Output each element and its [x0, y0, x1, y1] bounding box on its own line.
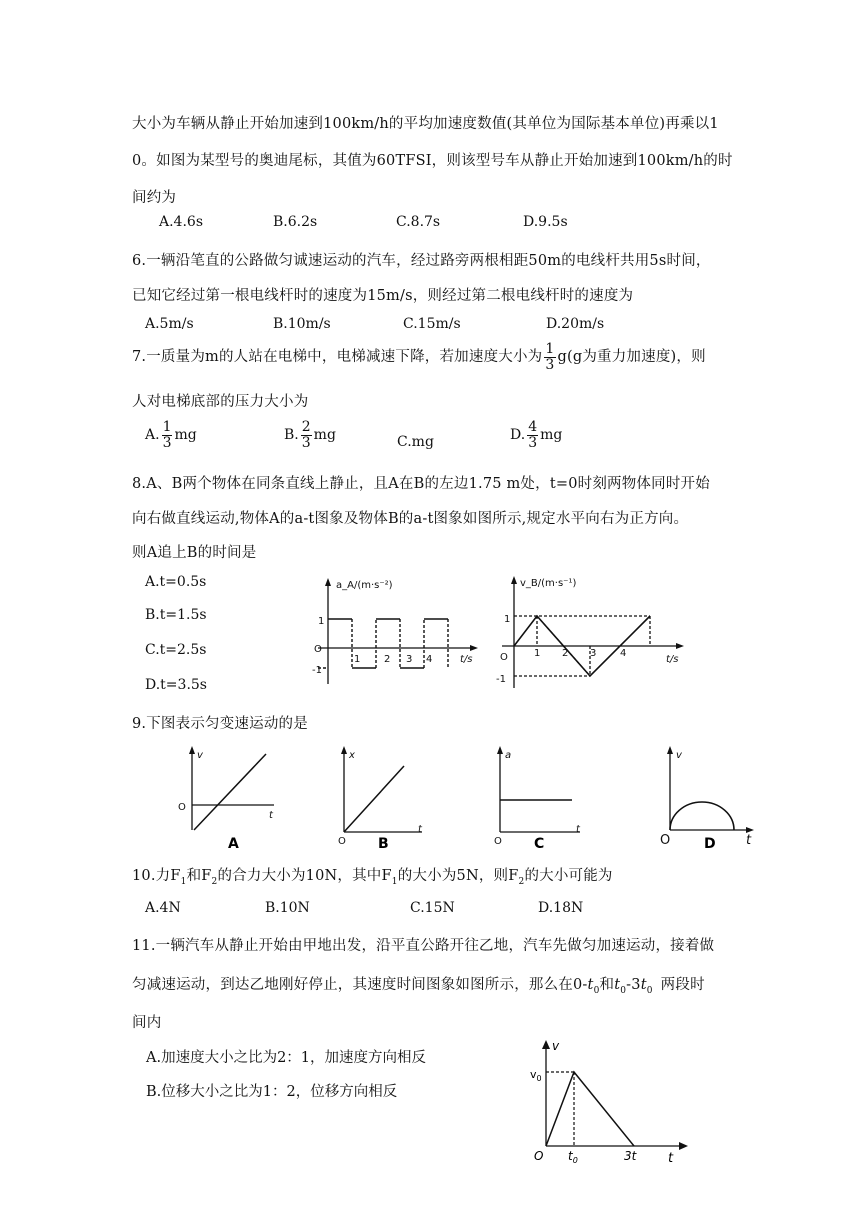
q7-option-a-unit: mg — [174, 427, 197, 444]
q6-option-c: C.15m/s — [403, 316, 461, 332]
q7-option-b-unit: mg — [313, 427, 336, 444]
q8-graph-a — [306, 572, 486, 692]
q11-graph-3t: 3t — [624, 1149, 637, 1163]
q11-text-line2 — [132, 973, 705, 996]
q7-fraction-numerator: 1 — [545, 341, 555, 357]
q7-option-d-numerator: 4 — [528, 419, 538, 435]
q7-option-d-denominator: 3 — [528, 434, 538, 451]
q11-graph-v0-sub: 0 — [536, 1074, 542, 1083]
q6-option-a: A.5m/s — [145, 316, 194, 332]
q7-text-line2: 人对电梯底部的压力大小为 — [132, 394, 309, 410]
q7-option-a-label: A. — [145, 427, 160, 444]
q8-graph-a-xtick-4: 4 — [426, 654, 433, 665]
q8-option-d: D.t=3.5s — [145, 677, 207, 693]
q11-graph-t0 — [568, 1149, 578, 1165]
q10-text-mid2: 的合力大小为10N，其中F — [217, 868, 392, 884]
q8-graph-b-xtick-2: 2 — [562, 648, 569, 659]
q11-text-line2-b: 和 — [599, 977, 615, 993]
q10-sub-3: 1 — [391, 876, 398, 887]
q11-t0-third: t — [640, 977, 647, 993]
q9-graph-c-label: C — [534, 836, 545, 852]
q11-t0-second: t — [614, 977, 621, 993]
q8-graph-a-xtick-1: 1 — [354, 654, 361, 665]
q8-text-line2: 向右做直线运动,物体A的a-t图象及物体B的a-t图象如图所示,规定水平向右为正方向。 — [132, 511, 689, 527]
q9-graph-b — [332, 740, 432, 852]
q11-graph-origin: O — [534, 1149, 544, 1163]
q6-option-d: D.20m/s — [546, 316, 605, 332]
q8-text-line1: 8.A、B两个物体在同条直线上静止，且A在B的左边1.75 m处，t=0时刻两物体同时开始 — [132, 476, 710, 492]
q7-fraction-denominator: 3 — [545, 356, 555, 373]
q9-graph-d-origin: O — [660, 833, 671, 848]
q5-option-b: B.6.2s — [273, 214, 318, 230]
q7-option-d-unit: mg — [540, 427, 563, 444]
q8-graph-a-xlabel: t/s — [460, 654, 473, 665]
q9-graph-d-curve — [670, 802, 734, 830]
q8-graph-b-xlabel: t/s — [666, 654, 679, 665]
q7-option-b-label: B. — [284, 427, 299, 444]
q11-graph-v0-base: v — [530, 1068, 537, 1081]
q9-graph-c-yaxis: a — [505, 750, 512, 761]
q8-option-b: B.t=1.5s — [145, 607, 207, 623]
q10-text-mid1: 和F — [186, 868, 212, 884]
q8-graph-b — [494, 570, 694, 692]
q6-option-b: B.10m/s — [273, 316, 331, 332]
q11-option-b: B.位移大小之比为1：2，位移方向相反 — [146, 1084, 398, 1100]
q11-option-a: A.加速度大小之比为2：1，加速度方向相反 — [146, 1050, 427, 1066]
q9-graph-a-label: A — [228, 836, 239, 852]
q10-text-pre: 10.力F — [132, 868, 181, 884]
q5-text-line1: 大小为车辆从静止开始加速到100km/h的平均加速度数值(其单位为国际基本单位)再乘以1 — [132, 116, 719, 132]
q5-text-line3: 间约为 — [132, 190, 177, 206]
q10-option-b: B.10N — [265, 900, 310, 916]
q7-fraction — [544, 342, 555, 372]
q8-graph-a-ytick-neg1: -1 — [312, 665, 322, 676]
q9-graph-d-yaxis: v — [676, 750, 682, 761]
q11-text-line2-a: 匀减速运动，到达乙地刚好停止，其速度时间图象如图所示，那么在0- — [132, 977, 588, 993]
q11-graph-t0-sub: 0 — [572, 1156, 578, 1165]
q11-graph-v0 — [530, 1068, 542, 1083]
q6-text-line2: 已知它经过第一根电线杆时的速度为15m/s，则经过第二根电线杆时的速度为 — [132, 288, 634, 304]
q9-graph-c-origin: O — [494, 836, 502, 847]
q11-t0-second-sub: 0 — [620, 985, 627, 996]
q9-graph-a-origin: O — [178, 802, 186, 813]
q9-graph-b-origin: O — [338, 836, 346, 847]
q9-graph-b-label: B — [378, 836, 389, 852]
q11-graph-xlabel: t — [668, 1151, 674, 1166]
q9-graph-b-yaxis: x — [349, 750, 355, 761]
q9-graph-d-xaxis: t — [746, 833, 752, 848]
q11-text-line2-d: 两段时 — [660, 977, 705, 993]
q9-graph-b-xaxis: t — [418, 824, 422, 835]
q10-text — [132, 864, 613, 887]
q8-graph-b-origin: O — [500, 652, 508, 663]
q7-option-b — [284, 420, 336, 450]
q10-sub-4: 2 — [518, 876, 525, 887]
q11-text-line3: 间内 — [132, 1015, 162, 1031]
q7-text-line1 — [132, 342, 706, 372]
q7-option-d — [510, 420, 562, 450]
q10-sub-2: 2 — [211, 876, 218, 887]
q9-graph-a-yaxis: v — [197, 750, 203, 761]
q7-option-a — [145, 420, 197, 450]
q11-graph-line — [546, 1072, 634, 1146]
q7-option-c: C.mg — [397, 434, 434, 450]
q8-graph-b-ytick-neg1: -1 — [496, 674, 506, 685]
q9-graph-c — [488, 740, 588, 852]
q9-graph-d-label: D — [704, 836, 716, 852]
q5-option-d: D.9.5s — [523, 214, 568, 230]
q8-option-a: A.t=0.5s — [145, 574, 207, 590]
q7-text-pre: 7.一质量为m的人站在电梯中，电梯减速下降，若加速度大小为 — [132, 349, 543, 366]
q11-t0-third-sub: 0 — [646, 985, 653, 996]
q8-graph-a-xtick-3: 3 — [406, 654, 413, 665]
q8-graph-a-ytick-1: 1 — [318, 616, 325, 627]
q9-graph-a-xaxis: t — [269, 810, 273, 821]
q7-option-a-denominator: 3 — [162, 434, 172, 451]
q8-graph-a-xtick-2: 2 — [384, 654, 391, 665]
q11-t0-first-sub: 0 — [593, 985, 600, 996]
q7-option-a-numerator: 1 — [162, 419, 172, 435]
q11-graph — [522, 1036, 692, 1166]
q7-option-b-numerator: 2 — [301, 419, 311, 435]
q6-text-line1: 6.一辆沿笔直的公路做匀诚速运动的汽车，经过路旁两根相距50m的电线杆共用5s时间， — [132, 253, 711, 269]
q8-graph-a-ylabel: a_A/(m·s⁻²) — [336, 580, 393, 591]
q5-option-c: C.8.7s — [396, 214, 441, 230]
q8-graph-b-xtick-1: 1 — [534, 648, 541, 659]
q8-graph-b-xtick-3: 3 — [590, 648, 597, 659]
q11-graph-t0-base: t — [568, 1149, 573, 1163]
q10-option-a: A.4N — [145, 900, 181, 916]
q9-graph-a-line — [194, 754, 266, 830]
q9-graph-b-line — [344, 766, 404, 832]
q7-option-d-label: D. — [510, 427, 526, 444]
q10-text-mid3: 的大小为5N，则F — [397, 868, 519, 884]
q11-text-line1: 11.一辆汽车从静止开始由甲地出发，沿平直公路开往乙地，汽车先做匀加速运动，接着做 — [132, 938, 715, 954]
q11-text-line2-c: -3 — [626, 977, 641, 993]
q8-graph-a-origin: O — [314, 644, 322, 655]
q5-option-a: A.4.6s — [159, 214, 204, 230]
q8-text-line3: 则A追上B的时间是 — [132, 545, 257, 561]
q10-text-post: 的大小可能为 — [524, 868, 613, 884]
q7-option-b-denominator: 3 — [301, 434, 311, 451]
q11-t0-first: t — [587, 977, 594, 993]
q8-graph-b-ylabel: v_B/(m·s⁻¹) — [520, 578, 577, 589]
q11-graph-ylabel: v — [552, 1039, 560, 1053]
q9-graph-d — [654, 740, 760, 852]
q9-graph-a — [170, 740, 280, 852]
q7-text-post: g(g为重力加速度)，则 — [557, 349, 706, 366]
q9-graph-c-xaxis: t — [576, 824, 580, 835]
q8-option-c: C.t=2.5s — [145, 642, 207, 658]
q10-option-c: C.15N — [410, 900, 455, 916]
q5-text-line2: 0。如图为某型号的奥迪尾标，其值为60TFSI，则该型号车从静止开始加速到100km/h的时 — [132, 153, 733, 169]
q8-graph-b-xtick-4: 4 — [620, 648, 627, 659]
q9-text: 9.下图表示匀变速运动的是 — [132, 716, 308, 732]
q10-sub-1: 1 — [180, 876, 187, 887]
q8-graph-b-ytick-1: 1 — [504, 614, 511, 625]
q10-option-d: D.18N — [538, 900, 584, 916]
